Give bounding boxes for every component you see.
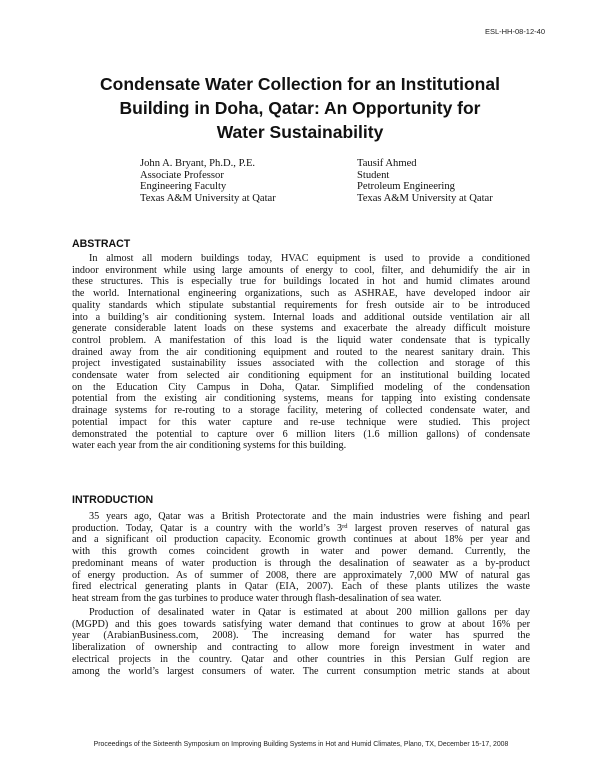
intro-line: (MGPD) and this goes towards satisfying water demand that continues to grow at about 16% per xyxy=(72,618,530,630)
abstract-line: water each year from the air conditioning systems for this building. xyxy=(72,440,347,452)
intro-line: 35 years ago, Qatar was a British Protectorate and the main industries were fishing and pearl xyxy=(89,511,530,522)
author-1 xyxy=(140,158,276,204)
author-affiliation: Texas A&M University at Qatar xyxy=(140,192,276,204)
intro-line-end: largest proven reserves of natural gas xyxy=(347,522,530,534)
abstract-line: these structures. This is especially true for buildings located in hot and humid climates around xyxy=(72,276,530,288)
author-affiliation: Texas A&M University at Qatar xyxy=(357,192,493,204)
intro-line: among the world’s largest consumers of water. The current consumption metric stands at about xyxy=(72,665,530,677)
intro-line: electrical projects in the country. Qatar and other countries in this Persian Gulf region are xyxy=(72,653,530,665)
abstract-line: In almost all modern buildings today, HVAC equipment is used to provide a conditioned xyxy=(89,253,530,264)
intro-line: and a significant oil production capacity. Economic growth continues at about 18% per year and xyxy=(72,534,530,546)
abstract-line: into a building’s air conditioning system. Internal loads and additional outside ventilation air all xyxy=(72,311,530,323)
introduction-paragraph-1 xyxy=(72,511,530,605)
author-role: Associate Professor xyxy=(140,169,224,181)
author-2 xyxy=(357,158,493,204)
abstract-line: condensate water from selected air conditioning equipment for an institutional building located xyxy=(72,370,530,382)
abstract-line: potential from the existing air conditioning systems, means for tapping into existing condensate xyxy=(72,393,530,405)
abstract-heading: ABSTRACT xyxy=(72,238,131,250)
author-name: Tausif Ahmed xyxy=(357,158,417,169)
author-role: Student xyxy=(357,169,390,181)
intro-line: year (ArabianBusiness.com, 2008). The increasing demand for water has spurred the xyxy=(72,630,530,642)
abstract-line: on the Education City Campus in Doha, Qatar. Simplified modeling of the condensation xyxy=(72,381,530,393)
proceedings-footer: Proceedings of the Sixteenth Symposium on Improving Building Systems in Hot and Humid Climates, Plano, TX, December 15-17, 2008 xyxy=(93,741,509,748)
title-line: Water Sustainability xyxy=(216,122,384,142)
title-line: Condensate Water Collection for an Institutional xyxy=(100,74,500,94)
document-id: ESL-HH-08-12-40 xyxy=(484,27,545,36)
abstract-line: indoor environment while using large amounts of energy to cool, filter, and dehumidify the air in xyxy=(72,264,530,276)
abstract-body xyxy=(72,253,530,452)
paper-title xyxy=(60,72,540,144)
abstract-line: generate considerable latent loads on these systems and exacerbate the already difficult moisture xyxy=(72,323,530,335)
intro-line: with this growth comes coincident growth in water and power demand. Currently, the xyxy=(72,546,530,558)
abstract-line: demonstrated the potential to capture over 6 million liters (1.6 million gallons) of condensate xyxy=(72,428,530,440)
abstract-line: drainage systems for re-routing to a storage facility, metering of collected condensate water, and xyxy=(72,405,530,417)
introduction-heading: INTRODUCTION xyxy=(72,494,154,506)
abstract-line: project investigated sustainability issues associated with the collection and storage of this xyxy=(72,358,530,370)
title-line: Building in Doha, Qatar: An Opportunity for xyxy=(119,98,481,118)
intro-line: of energy production. As of summer of 2008, there are approximately 7,000 MW of natural gas xyxy=(72,569,530,581)
intro-line xyxy=(72,523,530,535)
intro-line: liberalization of ownership and contracting to allow more foreign investment in water and xyxy=(72,642,530,654)
author-department: Petroleum Engineering xyxy=(357,181,455,193)
author-department: Engineering Faculty xyxy=(140,181,227,193)
intro-line: Production of desalinated water in Qatar is estimated at about 200 million gallons per day xyxy=(89,607,530,618)
abstract-line: drained away from the air conditioning equipment and routed to the nearest sanitary drain. This xyxy=(72,346,530,358)
abstract-line: control problem. A manifestation of this load is the liquid water condensate that is typically xyxy=(72,334,530,346)
intro-line-start: production. Today, Qatar is a country with the world’s 3 xyxy=(72,522,343,534)
abstract-line: the world. International engineering organizations, such as ASHRAE, have developed indoor air xyxy=(72,288,530,300)
introduction-paragraph-2 xyxy=(72,607,530,677)
intro-line: heat stream from the gas turbines to produce water through flash-desalination of sea water. xyxy=(72,592,442,604)
ordinal-superscript: rd xyxy=(342,522,348,530)
author-name: John A. Bryant, Ph.D., P.E. xyxy=(140,158,256,169)
intro-line: predominant means of water production is through the desalination of seawater as a by-product xyxy=(72,557,530,569)
intro-line: fired electrical generating plants in Qatar (EIA, 2007). Each of these plants utilizes the waste xyxy=(72,581,530,593)
abstract-line: potential impact for this water capture and re-use technique were studied. This project xyxy=(72,416,530,428)
abstract-line: quality standards which stipulate substantial requirements for fresh outside air to be introduced xyxy=(72,299,530,311)
